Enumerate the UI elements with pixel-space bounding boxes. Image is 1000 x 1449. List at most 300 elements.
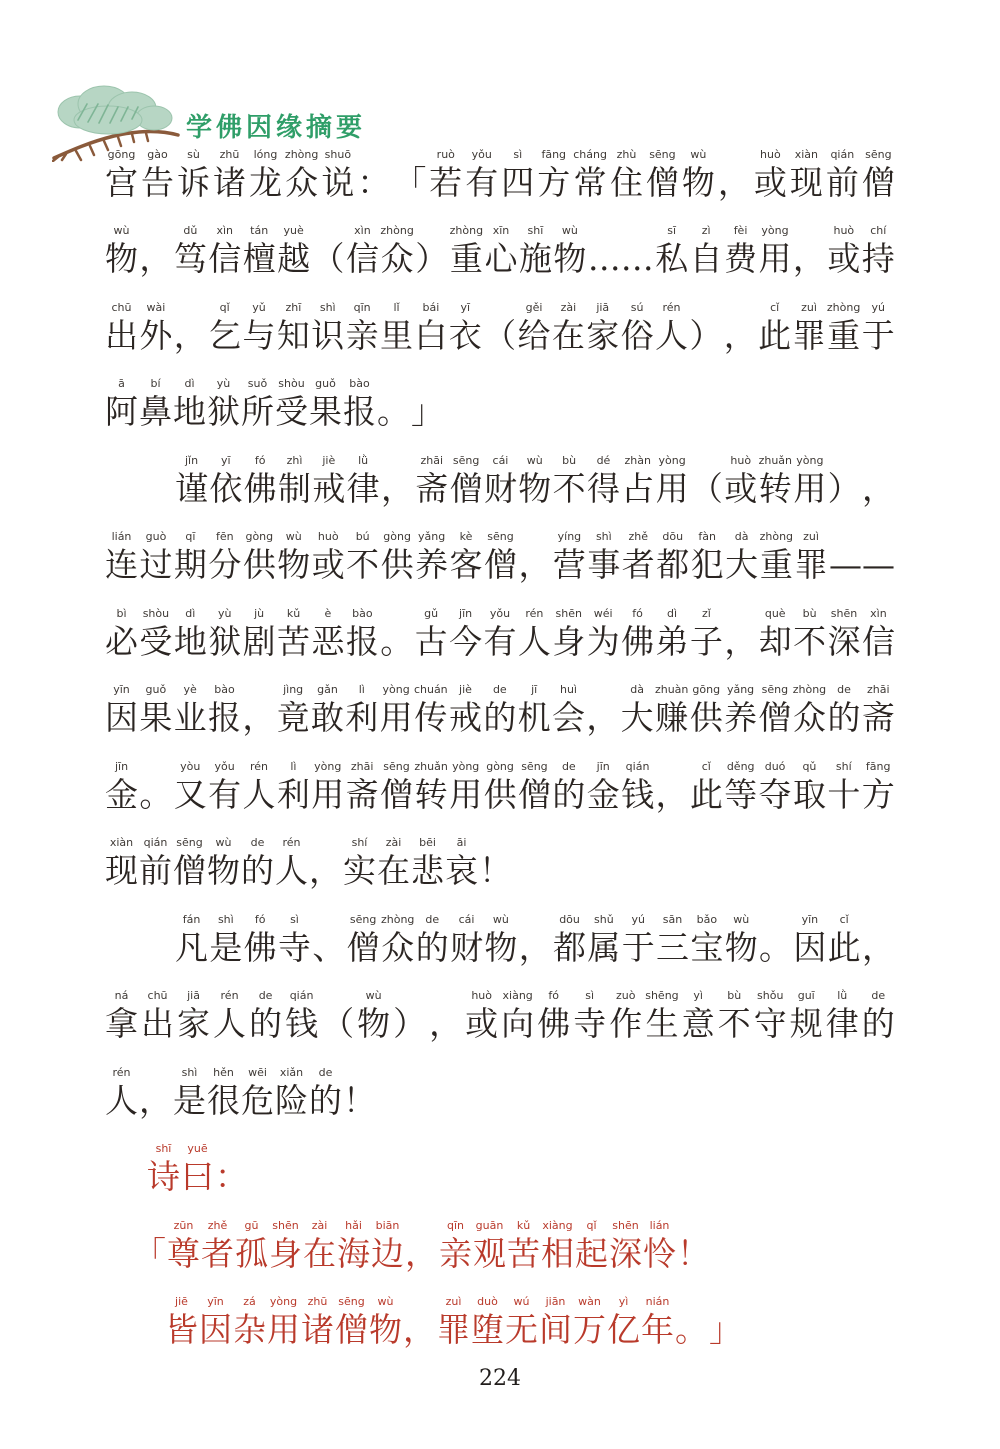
chinese-character: 深 (609, 1233, 642, 1273)
ruby-token (414, 301, 447, 356)
chinese-character: 得 (586, 468, 620, 508)
chinese-character: 弟 (655, 621, 689, 661)
chinese-character: 重 (759, 545, 793, 584)
chinese-character: 报 (207, 698, 241, 737)
ruby-token (139, 1066, 172, 1121)
ruby-token (105, 148, 138, 203)
chinese-character: 有 (208, 774, 242, 814)
pinyin-annotation: hǎi (345, 1218, 362, 1232)
ruby-token (450, 454, 483, 509)
pinyin-annotation: shī (155, 1142, 172, 1155)
chinese-character: 制 (277, 468, 311, 508)
pinyin-annotation: dì (185, 606, 196, 620)
chinese-character: 物 (681, 162, 715, 202)
ruby-token (243, 760, 276, 815)
pinyin-annotation: zhàn (624, 453, 651, 467)
chinese-character: 都 (553, 927, 587, 967)
ruby-token (587, 530, 620, 585)
pinyin-annotation: zhòng (380, 224, 414, 237)
chinese-character: 机 (517, 698, 551, 737)
pinyin-annotation: huò (760, 147, 781, 161)
chinese-character: 有 (483, 621, 517, 661)
pinyin-annotation: lián (111, 530, 132, 543)
ruby-token (587, 454, 620, 509)
pinyin-annotation: gū (244, 1218, 259, 1232)
ruby-token (312, 224, 345, 279)
ruby-token (209, 454, 242, 509)
pinyin-annotation: cǐ (701, 759, 711, 773)
chinese-character: …… (587, 239, 654, 278)
pinyin-annotation: dà (630, 683, 644, 696)
pinyin-annotation: wù (365, 989, 382, 1002)
ruby-token (415, 607, 448, 662)
ruby-token (553, 530, 586, 585)
pinyin-annotation: yǒu (489, 606, 511, 620)
ruby-token (357, 989, 390, 1044)
ruby-token (311, 760, 344, 815)
ruby-token (346, 760, 379, 815)
pinyin-annotation: yú (871, 300, 885, 314)
pinyin-annotation: de (837, 683, 851, 696)
pinyin-annotation: lì (358, 683, 365, 696)
chinese-character: 万 (573, 1310, 606, 1349)
chinese-character: 出 (105, 315, 138, 355)
chinese-character: 信 (861, 621, 895, 661)
pinyin-annotation: wēi (248, 1065, 267, 1079)
ruby-token (275, 1066, 308, 1121)
chinese-character: 用 (793, 468, 827, 508)
chinese-character: ， (655, 774, 689, 814)
pinyin-annotation: zài (560, 300, 577, 314)
text-line (105, 1197, 895, 1274)
text-line (105, 509, 895, 586)
ruby-token (177, 148, 210, 203)
ruby-token (208, 301, 241, 356)
ruby-token (862, 989, 895, 1044)
chinese-character: 或 (311, 545, 345, 584)
chinese-character: 佛 (621, 621, 655, 661)
pinyin-annotation: yì (693, 989, 703, 1002)
ruby-token (485, 224, 518, 279)
ruby-token (141, 148, 174, 203)
chinese-character: （ (311, 239, 345, 278)
ruby-token (828, 454, 861, 509)
chinese-character: ， (139, 239, 173, 278)
pinyin-annotation: bù (802, 606, 817, 620)
chinese-character: 十 (827, 774, 861, 814)
ruby-token (165, 1295, 198, 1350)
chinese-character: 出 (141, 1004, 175, 1043)
ruby-token (301, 1295, 334, 1350)
pinyin-annotation: yú (631, 912, 645, 926)
ruby-token (718, 989, 751, 1044)
ruby-token (309, 1066, 342, 1121)
pinyin-annotation: zhòng (380, 912, 415, 926)
ruby-token (377, 836, 410, 891)
chinese-character: 斋 (345, 774, 379, 814)
ruby-token (828, 607, 861, 662)
ruby-token (793, 913, 826, 968)
chinese-character: 众 (380, 239, 414, 278)
ruby-token (346, 224, 379, 279)
chinese-character: 人 (242, 774, 276, 814)
pinyin-annotation: fēn (216, 530, 234, 543)
chinese-character: 」 (411, 392, 444, 431)
ruby-token (437, 1295, 470, 1350)
ruby-token (416, 913, 449, 968)
pinyin-annotation: jù (254, 606, 265, 620)
chinese-character: 大 (620, 698, 654, 737)
pinyin-annotation: lǜ (837, 989, 848, 1002)
chinese-character: ： (215, 1157, 248, 1196)
paragraph (105, 126, 895, 432)
pinyin-annotation: shì (217, 912, 234, 926)
ruby-token (793, 301, 826, 356)
chinese-character: ， (380, 468, 414, 508)
ruby-token (278, 454, 311, 509)
chinese-character: 律 (825, 1004, 859, 1043)
ruby-token (725, 913, 758, 968)
chinese-character: 为 (586, 621, 620, 661)
ruby-token (275, 377, 308, 432)
chinese-character: 识 (311, 315, 345, 355)
pinyin-annotation: bí (150, 377, 161, 390)
ruby-token (347, 454, 380, 509)
ruby-token (754, 989, 787, 1044)
chinese-character: 罪 (437, 1310, 470, 1349)
ruby-token (405, 1219, 438, 1274)
pinyin-annotation: bēi (419, 836, 436, 849)
pinyin-annotation: zuì (445, 1295, 462, 1308)
pinyin-annotation: yòng (452, 759, 480, 773)
pinyin-annotation: shòu (142, 606, 170, 620)
chinese-character: 有 (465, 162, 499, 202)
pinyin-annotation: guò (145, 530, 167, 543)
pinyin-annotation: qián (625, 759, 650, 773)
chinese-character: 受 (275, 392, 308, 431)
ruby-token (587, 760, 620, 815)
ruby-token (337, 1219, 370, 1274)
chinese-character: 所 (241, 392, 274, 431)
chinese-character: 僧 (380, 774, 413, 814)
chinese-character: 用 (379, 698, 413, 737)
pinyin-annotation: sēng (521, 759, 548, 773)
pinyin-annotation: nián (645, 1295, 670, 1308)
ruby-token (177, 989, 210, 1044)
pinyin-annotation: biān (375, 1218, 400, 1232)
chinese-character: 养 (415, 545, 449, 584)
chinese-character: 危 (241, 1080, 274, 1120)
chinese-character: 费 (724, 239, 758, 278)
pinyin-annotation: zhě (628, 530, 649, 543)
pinyin-annotation: zhě (207, 1218, 228, 1232)
pinyin-annotation: dōu (559, 912, 580, 926)
ruby-token (207, 836, 240, 891)
ruby-token (621, 760, 654, 815)
ruby-token (139, 377, 172, 432)
pinyin-annotation: bù (727, 989, 742, 1002)
chinese-character: 重 (449, 239, 483, 278)
chinese-character: （ (689, 468, 723, 508)
chinese-character: 观 (473, 1233, 506, 1273)
chinese-character: 的 (241, 851, 274, 890)
pinyin-annotation: fó (254, 453, 266, 467)
pinyin-annotation: shēng (645, 989, 679, 1002)
chinese-character: 无 (505, 1310, 538, 1349)
ruby-token (790, 989, 823, 1044)
chinese-character: 谨 (175, 468, 208, 508)
ruby-token (174, 301, 207, 356)
chinese-character: 戒 (312, 468, 346, 508)
chinese-character: 利 (276, 774, 310, 814)
ruby-token (269, 1219, 302, 1274)
pinyin-annotation: gòng (245, 530, 274, 543)
pinyin-annotation: qīn (353, 300, 371, 314)
ruby-token (450, 530, 483, 585)
chinese-character: 依 (209, 468, 243, 508)
ruby-token (609, 1219, 642, 1274)
pinyin-annotation: qǔ (802, 759, 817, 773)
pinyin-annotation: wú (513, 1295, 530, 1308)
text-line (105, 1044, 895, 1121)
ruby-token (393, 989, 426, 1044)
chinese-character: 住 (609, 162, 643, 202)
pinyin-annotation: wù (526, 453, 543, 467)
pinyin-annotation: zhù (616, 147, 637, 161)
chinese-character: 竟 (276, 698, 310, 737)
chinese-character: 人 (213, 1004, 247, 1043)
pinyin-annotation: xìn (216, 224, 234, 237)
pinyin-annotation: jī (531, 683, 538, 696)
ruby-token (173, 377, 206, 432)
ruby-token (483, 683, 516, 738)
pinyin-annotation: gěi (525, 300, 543, 314)
ruby-token (758, 683, 791, 738)
ruby-token (473, 1219, 506, 1274)
ruby-token (465, 148, 498, 203)
chinese-character: ） (415, 239, 449, 278)
ruby-token (335, 1295, 368, 1350)
ruby-token (793, 454, 826, 509)
chinese-character: 与 (242, 315, 276, 355)
pinyin-annotation: jiè (459, 683, 472, 696)
pinyin-annotation: yè (183, 683, 197, 696)
ruby-token (479, 836, 512, 891)
ruby-token (449, 301, 482, 356)
ruby-token (655, 683, 688, 738)
chinese-character: —— (828, 545, 895, 584)
pinyin-annotation: wù (561, 224, 578, 237)
ruby-token (655, 760, 688, 815)
ruby-token (439, 1219, 472, 1274)
ruby-token (862, 301, 895, 356)
chinese-character: 不 (717, 1004, 751, 1043)
pinyin-annotation: sì (513, 147, 523, 161)
pinyin-annotation: sú (630, 300, 644, 314)
pinyin-annotation: sēng (649, 147, 676, 161)
ruby-token (793, 760, 826, 815)
pinyin-annotation: yuè (283, 224, 304, 237)
pinyin-annotation: yīn (113, 683, 130, 696)
chinese-character: 取 (792, 774, 826, 814)
ruby-token (277, 224, 310, 279)
chinese-character: 乞 (208, 315, 242, 355)
chinese-character: 人 (105, 1080, 138, 1120)
chinese-character: 不 (552, 468, 586, 508)
chinese-character: 衣 (448, 315, 482, 355)
chinese-character: ， (717, 162, 751, 202)
chinese-character: ， (518, 545, 552, 584)
ruby-token (793, 683, 826, 738)
chinese-character: 「 (393, 162, 427, 202)
pinyin-annotation: zhòng (792, 683, 827, 696)
text-line (105, 662, 895, 739)
ruby-token (445, 836, 478, 891)
pinyin-annotation: gōng (692, 683, 721, 696)
pinyin-annotation: dà (734, 530, 749, 543)
pinyin-annotation: shī (527, 224, 544, 237)
pinyin-annotation: zhū (307, 1295, 328, 1308)
chinese-character: 人 (517, 621, 551, 661)
ruby-token (208, 683, 241, 738)
ruby-token (641, 1295, 674, 1350)
chinese-character: 的 (827, 698, 861, 737)
chinese-character: 哀 (445, 851, 478, 890)
pinyin-annotation: shì (319, 300, 336, 314)
ruby-token (690, 913, 723, 968)
ruby-token (105, 760, 138, 815)
pinyin-annotation: zūn (173, 1218, 194, 1232)
ruby-token (621, 607, 654, 662)
chinese-character: 供 (380, 545, 414, 584)
pinyin-annotation: sēng (176, 836, 203, 849)
pinyin-annotation: sēng (452, 453, 480, 467)
pinyin-annotation: lián (649, 1218, 670, 1232)
chinese-character: 转 (414, 774, 448, 814)
pinyin-annotation: de (561, 759, 576, 773)
pinyin-annotation: bì (116, 606, 127, 620)
chinese-character: 白 (414, 315, 448, 355)
chinese-character: 起 (575, 1233, 608, 1273)
paragraph (105, 1121, 895, 1351)
pinyin-annotation: shēn (272, 1218, 299, 1232)
pinyin-annotation: gǔ (424, 606, 439, 620)
ruby-token (139, 836, 172, 891)
chinese-character: 物 (484, 927, 518, 967)
ruby-token (105, 836, 138, 891)
pinyin-annotation: hěn (213, 1065, 234, 1079)
chinese-character: 营 (552, 545, 586, 584)
chinese-character: 间 (539, 1310, 572, 1349)
ruby-token (610, 148, 643, 203)
ruby-token (518, 607, 551, 662)
ruby-token (243, 301, 276, 356)
pinyin-annotation: xiàng (502, 989, 533, 1002)
chinese-character: 常 (573, 162, 607, 202)
ruby-token (709, 1295, 742, 1350)
chinese-character: 地 (173, 392, 206, 431)
ruby-token (393, 148, 426, 203)
chinese-character: 海 (337, 1233, 370, 1273)
pinyin-annotation: gào (147, 147, 168, 161)
chinese-character: （ (483, 315, 517, 355)
chinese-character: 转 (758, 468, 792, 508)
chinese-character: 苦 (277, 621, 311, 661)
pinyin-annotation: zá (243, 1295, 256, 1308)
ruby-token (862, 683, 895, 738)
pinyin-annotation: jiā (187, 989, 200, 1002)
pinyin-annotation: wù (492, 912, 509, 926)
pinyin-annotation: yì (618, 1295, 629, 1308)
chinese-character: 地 (173, 621, 207, 661)
chinese-character: 。 (380, 621, 414, 661)
ruby-token (862, 148, 895, 203)
chinese-character: 年 (641, 1310, 674, 1349)
ruby-token (718, 148, 751, 203)
chinese-character: 或 (465, 1004, 499, 1043)
ruby-token (167, 1219, 200, 1274)
text-line (105, 279, 895, 356)
ruby-token (209, 913, 242, 968)
pinyin-annotation: yīn (207, 1295, 224, 1308)
chinese-character: 报 (343, 392, 376, 431)
pinyin-annotation: jīn (596, 759, 610, 773)
pinyin-annotation: āi (456, 836, 467, 849)
ruby-token (429, 989, 462, 1044)
pinyin-annotation: qǐ (219, 300, 230, 314)
pinyin-annotation: dōu (662, 530, 684, 543)
chinese-character: 受 (139, 621, 173, 661)
ruby-token (790, 148, 823, 203)
chinese-character: 寺 (573, 1004, 607, 1043)
ruby-token (690, 607, 723, 662)
chinese-character: 杂 (233, 1310, 266, 1349)
text-line (105, 203, 895, 280)
chinese-character: 僧 (449, 468, 483, 508)
pinyin-annotation: wù (690, 147, 707, 161)
pinyin-annotation: zhòng (759, 530, 794, 543)
chinese-character: 罪 (792, 315, 826, 355)
chinese-character: 或 (724, 468, 758, 508)
page-number: 224 (479, 1366, 521, 1391)
chinese-character: 实 (343, 851, 376, 890)
pinyin-annotation: zhī (285, 300, 302, 314)
pinyin-annotation: jìng (283, 683, 304, 696)
chinese-character: 檀 (242, 239, 276, 278)
chinese-character: ！ (343, 1080, 376, 1120)
chinese-character: 身 (269, 1233, 302, 1273)
pinyin-annotation: shì (181, 1065, 198, 1079)
pinyin-annotation: yī (460, 300, 471, 314)
ruby-token (277, 683, 310, 738)
ruby-token (346, 607, 379, 662)
ruby-token (484, 913, 517, 968)
ruby-token (759, 913, 792, 968)
ruby-token (309, 377, 342, 432)
ruby-token (303, 1219, 336, 1274)
pinyin-annotation: bào (214, 683, 235, 696)
pinyin-annotation: de (318, 1065, 333, 1079)
chinese-character: 人 (655, 315, 688, 355)
chinese-character: ， (405, 1233, 438, 1273)
ruby-token (573, 1295, 606, 1350)
pinyin-annotation: guān (475, 1218, 504, 1232)
chinese-character: 悲 (411, 851, 444, 890)
body-text (105, 126, 895, 1350)
chinese-character: 里 (380, 315, 413, 355)
chinese-character: 、 (312, 927, 346, 967)
pinyin-annotation: shǔ (594, 912, 614, 926)
